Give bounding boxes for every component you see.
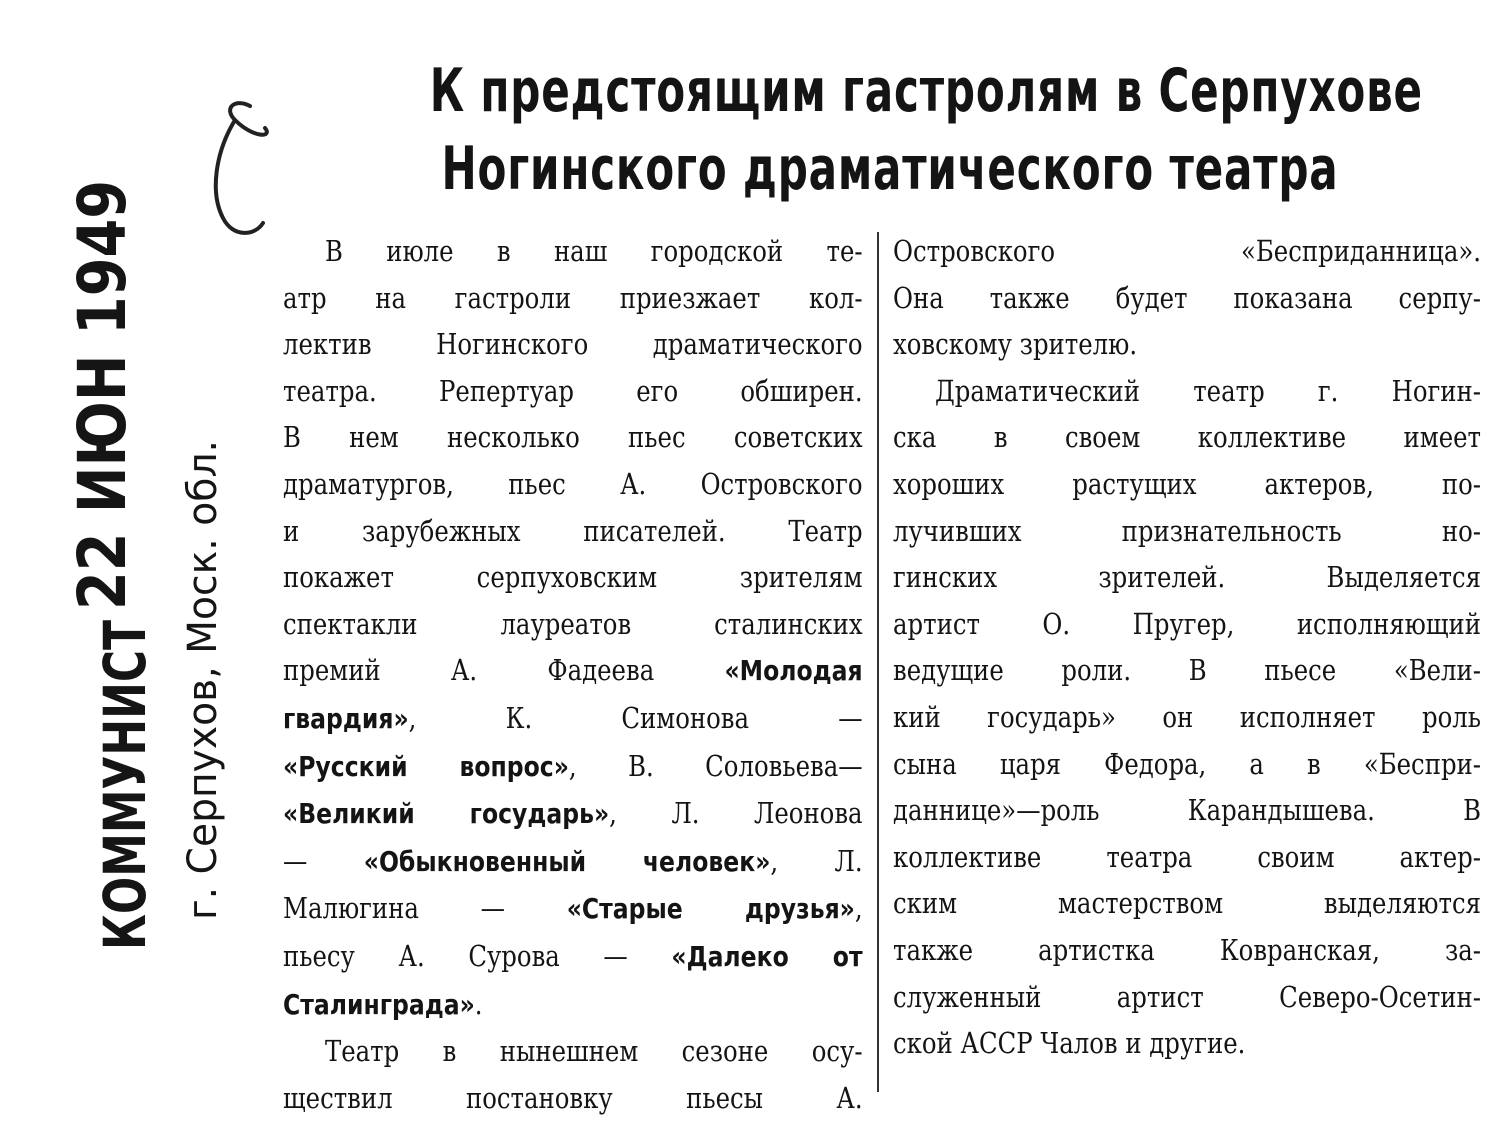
- text-line: и зарубежных писателей. Театр: [283, 513, 863, 548]
- text-line: Сталинграда».: [283, 986, 483, 1021]
- text-line: атр на гастроли приезжает кол-: [283, 280, 863, 315]
- text-line: ской АССР Чалов и другие.: [893, 1026, 1246, 1061]
- stamp-date: 22 ИЮН 1949: [64, 100, 141, 610]
- text-line: артист О. Пругер, исполняющий: [893, 606, 1481, 641]
- text-line: премий А. Фадеева «Молодая: [283, 653, 863, 688]
- text-line: ществил постановку пьесы А.: [283, 1080, 863, 1115]
- text-line: Театр в нынешнем сезоне осу-: [325, 1034, 863, 1069]
- text-line: Островского «Бесприданница».: [893, 234, 1481, 268]
- text-line: Она также будет показана серпу-: [893, 280, 1481, 315]
- text-line: театра. Репертуар его обширен.: [283, 373, 863, 408]
- text-line: ским мастерством выделяются: [893, 886, 1481, 921]
- pen-mark-glyph: [205, 98, 285, 243]
- text-line: В июле в наш городской те-: [325, 234, 863, 268]
- text-line: ховскому зрителю.: [893, 327, 1138, 362]
- text-line: лучивших признательность но-: [893, 513, 1481, 548]
- stamp-svg: [20, 90, 230, 960]
- headline-line-1: К предстоящим гастролям в Серпухове: [429, 56, 1423, 126]
- stamp-place: г. Серпухов, Моск. обл.: [180, 430, 226, 920]
- text-line: кий государь» он исполняет роль: [893, 699, 1481, 734]
- stamp-paper-name: КОММУНИСТ: [91, 513, 159, 950]
- text-line: ведущие роли. В пьесе «Вели-: [893, 653, 1481, 688]
- text-line: гвардия», К. Симонова —: [283, 700, 863, 735]
- text-line: драматургов, пьес А. Островского: [283, 466, 863, 501]
- article-headline: [429, 52, 1423, 208]
- text-line: гинских зрителей. Выделяется: [893, 560, 1481, 595]
- text-line: покажет серпуховским зрителям: [283, 560, 863, 595]
- text-line: коллективе театра своим актер-: [893, 839, 1481, 874]
- text-line: пьесу А. Сурова — «Далеко от: [283, 938, 863, 973]
- text-line: также артистка Ковранская, за-: [893, 932, 1481, 967]
- text-line: «Великий государь», Л. Леонова: [283, 796, 863, 831]
- headline-line-2: Ногинского драматического театра: [441, 134, 1339, 204]
- text-line: сына царя Федора, а в «Беспри-: [893, 746, 1481, 781]
- text-line: Малюгина — «Старые друзья»,: [283, 891, 863, 926]
- article-column-left: [283, 228, 863, 1121]
- article-column-right: [893, 228, 1481, 1067]
- text-line: Драматический театр г. Ногин-: [935, 373, 1481, 408]
- text-line: «Русский вопрос», В. Соловьева—: [283, 748, 863, 783]
- text-line: ска в своем коллективе имеет: [893, 420, 1481, 455]
- text-line: даннице»—роль Карандышева. В: [893, 793, 1481, 828]
- column-divider: [877, 232, 879, 1092]
- text-line: спектакли лауреатов сталинских: [283, 606, 863, 641]
- text-line: служенный артист Северо-Осетин-: [893, 979, 1481, 1014]
- text-line: лектив Ногинского драматического: [283, 327, 863, 362]
- newspaper-stamp: [20, 90, 230, 960]
- text-line: хороших растущих актеров, по-: [893, 466, 1481, 501]
- text-line: — «Обыкновенный человек», Л.: [283, 843, 863, 878]
- text-line: В нем несколько пьес советских: [283, 420, 863, 455]
